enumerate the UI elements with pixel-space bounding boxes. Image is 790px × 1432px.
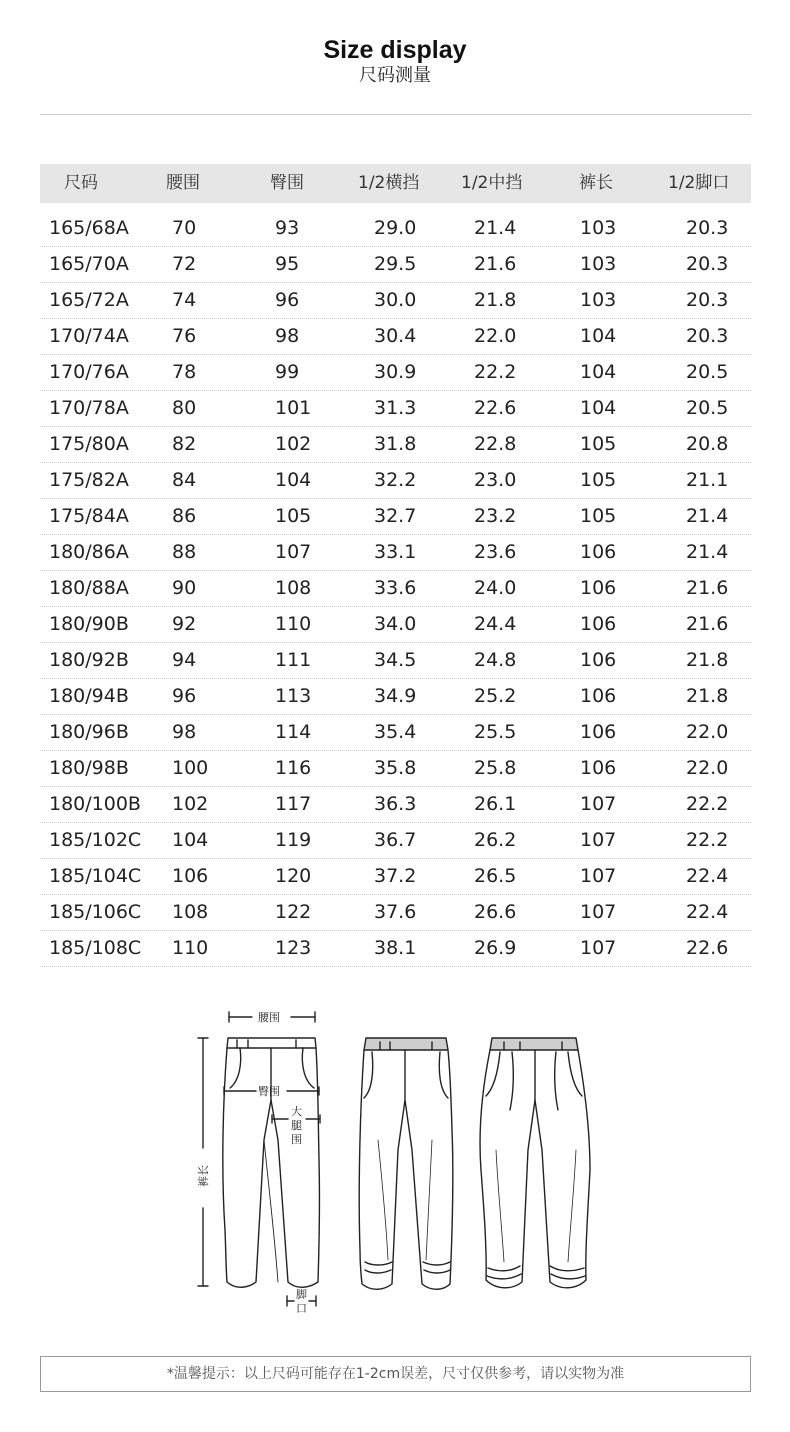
length-label: 裤长: [197, 1165, 210, 1187]
cell-half-knee: 22.8: [474, 433, 517, 455]
cell-half-hem: 21.4: [686, 541, 729, 563]
page-header: [0, 34, 790, 88]
table-row: [40, 931, 751, 967]
cell-hip: 123: [275, 937, 312, 959]
cell-length: 106: [580, 721, 617, 743]
cell-half-thigh: 30.0: [374, 289, 417, 311]
cell-half-knee: 25.8: [474, 757, 517, 779]
cell-half-hem: 20.3: [686, 253, 729, 275]
cell-half-hem: 20.5: [686, 397, 729, 419]
cell-half-thigh: 29.0: [374, 217, 417, 239]
cell-hip: 102: [275, 433, 312, 455]
cell-hip: 117: [275, 793, 312, 815]
cell-hip: 101: [275, 397, 312, 419]
table-row: [40, 571, 751, 607]
cell-waist: 82: [172, 433, 197, 455]
cell-waist: 96: [172, 685, 197, 707]
cell-hip: 96: [275, 289, 300, 311]
cell-size: 180/98B: [49, 757, 129, 779]
cell-half-hem: 22.0: [686, 757, 729, 779]
cell-size: 180/90B: [49, 613, 129, 635]
cell-half-knee: 25.5: [474, 721, 517, 743]
cell-half-knee: 21.4: [474, 217, 517, 239]
cell-half-knee: 24.4: [474, 613, 517, 635]
cell-half-thigh: 31.8: [374, 433, 417, 455]
cell-half-hem: 22.4: [686, 901, 729, 923]
cell-size: 180/94B: [49, 685, 129, 707]
column-header-size: 尺码: [64, 173, 98, 193]
waist-label: 腰围: [258, 1011, 280, 1024]
cell-half-hem: 21.8: [686, 649, 729, 671]
cell-half-hem: 20.3: [686, 289, 729, 311]
cell-waist: 78: [172, 361, 197, 383]
size-table: [40, 164, 751, 959]
cell-half-hem: 20.3: [686, 217, 729, 239]
cell-length: 105: [580, 433, 617, 455]
column-header-half-knee: 1/2中挡: [461, 173, 523, 193]
thigh-label-2: 腿: [291, 1119, 302, 1132]
cell-length: 107: [580, 865, 617, 887]
table-row: [40, 247, 751, 283]
cell-size: 175/84A: [49, 505, 129, 527]
cell-half-hem: 22.2: [686, 793, 729, 815]
table-row: [40, 859, 751, 895]
cell-size: 165/70A: [49, 253, 129, 275]
cell-waist: 106: [172, 865, 209, 887]
cell-hip: 105: [275, 505, 312, 527]
cell-hip: 108: [275, 577, 312, 599]
cell-length: 107: [580, 829, 617, 851]
table-row: [40, 211, 751, 247]
cell-size: 185/104C: [49, 865, 142, 887]
cell-length: 104: [580, 397, 617, 419]
cell-half-thigh: 30.4: [374, 325, 417, 347]
cell-waist: 76: [172, 325, 197, 347]
cell-size: 185/102C: [49, 829, 142, 851]
cell-hip: 99: [275, 361, 300, 383]
cell-waist: 92: [172, 613, 197, 635]
thigh-label-3: 围: [291, 1133, 302, 1146]
cell-size: 180/86A: [49, 541, 129, 563]
trousers-measurement-diagram: [0, 1000, 790, 1320]
cell-hip: 114: [275, 721, 312, 743]
table-row: [40, 607, 751, 643]
cell-hip: 110: [275, 613, 312, 635]
cell-half-knee: 22.0: [474, 325, 517, 347]
cell-length: 103: [580, 253, 617, 275]
cell-size: 175/82A: [49, 469, 129, 491]
size-table-body: [40, 211, 751, 967]
cell-half-knee: 23.0: [474, 469, 517, 491]
cell-hip: 93: [275, 217, 300, 239]
table-row: [40, 391, 751, 427]
cell-length: 107: [580, 793, 617, 815]
cell-length: 107: [580, 937, 617, 959]
cell-half-thigh: 32.2: [374, 469, 417, 491]
cell-size: 180/100B: [49, 793, 141, 815]
column-header-length: 裤长: [579, 173, 613, 193]
cell-half-thigh: 35.8: [374, 757, 417, 779]
cell-half-hem: 20.5: [686, 361, 729, 383]
cell-waist: 80: [172, 397, 197, 419]
cell-hip: 98: [275, 325, 300, 347]
table-row: [40, 643, 751, 679]
cell-half-knee: 26.5: [474, 865, 517, 887]
cell-hip: 113: [275, 685, 312, 707]
table-row: [40, 535, 751, 571]
cell-half-knee: 22.6: [474, 397, 517, 419]
cell-half-knee: 26.1: [474, 793, 517, 815]
cell-half-knee: 23.2: [474, 505, 517, 527]
cell-half-thigh: 34.0: [374, 613, 417, 635]
cell-hip: 122: [275, 901, 312, 923]
cell-half-thigh: 36.3: [374, 793, 417, 815]
table-row: [40, 787, 751, 823]
cell-half-thigh: 37.2: [374, 865, 417, 887]
table-row: [40, 823, 751, 859]
cell-waist: 86: [172, 505, 197, 527]
cell-waist: 72: [172, 253, 197, 275]
hem-label-1: 脚: [296, 1288, 307, 1301]
cell-length: 105: [580, 469, 617, 491]
cell-hip: 95: [275, 253, 300, 275]
cell-half-hem: 21.6: [686, 613, 729, 635]
cell-half-thigh: 33.1: [374, 541, 417, 563]
cell-half-hem: 22.4: [686, 865, 729, 887]
tolerance-note: *温馨提示：以上尺码可能存在1-2cm误差，尺寸仅供参考，请以实物为准: [40, 1356, 751, 1392]
cell-half-knee: 24.0: [474, 577, 517, 599]
cell-half-thigh: 35.4: [374, 721, 417, 743]
cell-waist: 84: [172, 469, 197, 491]
cell-length: 106: [580, 757, 617, 779]
cell-half-knee: 26.2: [474, 829, 517, 851]
cell-half-knee: 21.8: [474, 289, 517, 311]
thigh-label-1: 大: [291, 1105, 302, 1118]
cell-size: 185/106C: [49, 901, 142, 923]
cell-size: 165/68A: [49, 217, 129, 239]
cell-half-thigh: 33.6: [374, 577, 417, 599]
cell-waist: 74: [172, 289, 197, 311]
column-header-half-hem: 1/2脚口: [668, 173, 730, 193]
cell-hip: 116: [275, 757, 312, 779]
table-row: [40, 319, 751, 355]
hip-label: 臀围: [258, 1085, 280, 1098]
cell-length: 103: [580, 289, 617, 311]
table-row: [40, 679, 751, 715]
cell-half-thigh: 36.7: [374, 829, 417, 851]
cell-half-hem: 20.8: [686, 433, 729, 455]
cell-size: 180/92B: [49, 649, 129, 671]
cell-half-thigh: 29.5: [374, 253, 417, 275]
cell-half-knee: 24.8: [474, 649, 517, 671]
cell-half-knee: 25.2: [474, 685, 517, 707]
cell-half-hem: 21.4: [686, 505, 729, 527]
cell-length: 105: [580, 505, 617, 527]
cell-hip: 111: [275, 649, 312, 671]
cell-waist: 94: [172, 649, 197, 671]
cell-size: 180/88A: [49, 577, 129, 599]
cell-hip: 104: [275, 469, 312, 491]
cell-length: 103: [580, 217, 617, 239]
cell-size: 175/80A: [49, 433, 129, 455]
column-header-half-thigh: 1/2横挡: [358, 173, 420, 193]
trousers-illustration: [0, 1000, 790, 1320]
cell-waist: 102: [172, 793, 209, 815]
cell-size: 170/78A: [49, 397, 129, 419]
cell-length: 104: [580, 325, 617, 347]
cell-half-thigh: 31.3: [374, 397, 417, 419]
cell-waist: 88: [172, 541, 197, 563]
cell-half-hem: 20.3: [686, 325, 729, 347]
cell-half-thigh: 34.5: [374, 649, 417, 671]
table-row: [40, 895, 751, 931]
size-table-header: [40, 164, 751, 203]
cell-half-thigh: 38.1: [374, 937, 417, 959]
cell-length: 106: [580, 541, 617, 563]
cell-size: 170/76A: [49, 361, 129, 383]
cell-waist: 70: [172, 217, 197, 239]
table-row: [40, 463, 751, 499]
header-divider: [40, 114, 751, 115]
table-row: [40, 427, 751, 463]
table-row: [40, 751, 751, 787]
cell-half-hem: 21.1: [686, 469, 729, 491]
column-header-waist: 腰围: [166, 173, 200, 193]
cell-size: 165/72A: [49, 289, 129, 311]
cell-size: 180/96B: [49, 721, 129, 743]
cell-half-knee: 26.6: [474, 901, 517, 923]
cell-length: 106: [580, 649, 617, 671]
cell-waist: 100: [172, 757, 209, 779]
page-subtitle: 尺码测量: [359, 65, 431, 86]
cell-length: 106: [580, 577, 617, 599]
cell-half-knee: 26.9: [474, 937, 517, 959]
page-title: Size display: [323, 36, 467, 64]
cell-hip: 119: [275, 829, 312, 851]
column-header-hip: 臀围: [270, 173, 304, 193]
cell-half-hem: 21.8: [686, 685, 729, 707]
cell-size: 185/108C: [49, 937, 142, 959]
cell-half-knee: 22.2: [474, 361, 517, 383]
cell-half-thigh: 34.9: [374, 685, 417, 707]
cell-waist: 110: [172, 937, 209, 959]
cell-half-knee: 23.6: [474, 541, 517, 563]
cell-half-thigh: 37.6: [374, 901, 417, 923]
cell-waist: 104: [172, 829, 209, 851]
cell-half-thigh: 32.7: [374, 505, 417, 527]
table-row: [40, 283, 751, 319]
cell-half-hem: 21.6: [686, 577, 729, 599]
cell-hip: 107: [275, 541, 312, 563]
cell-half-knee: 21.6: [474, 253, 517, 275]
table-row: [40, 355, 751, 391]
cell-hip: 120: [275, 865, 312, 887]
cell-waist: 98: [172, 721, 197, 743]
cell-half-thigh: 30.9: [374, 361, 417, 383]
table-row: [40, 499, 751, 535]
cell-length: 106: [580, 613, 617, 635]
cell-length: 104: [580, 361, 617, 383]
cell-half-hem: 22.6: [686, 937, 729, 959]
cell-length: 106: [580, 685, 617, 707]
cell-half-hem: 22.2: [686, 829, 729, 851]
cell-size: 170/74A: [49, 325, 129, 347]
hem-label-2: 口: [296, 1302, 307, 1315]
cell-waist: 108: [172, 901, 209, 923]
cell-waist: 90: [172, 577, 197, 599]
cell-length: 107: [580, 901, 617, 923]
table-row: [40, 715, 751, 751]
cell-half-hem: 22.0: [686, 721, 729, 743]
